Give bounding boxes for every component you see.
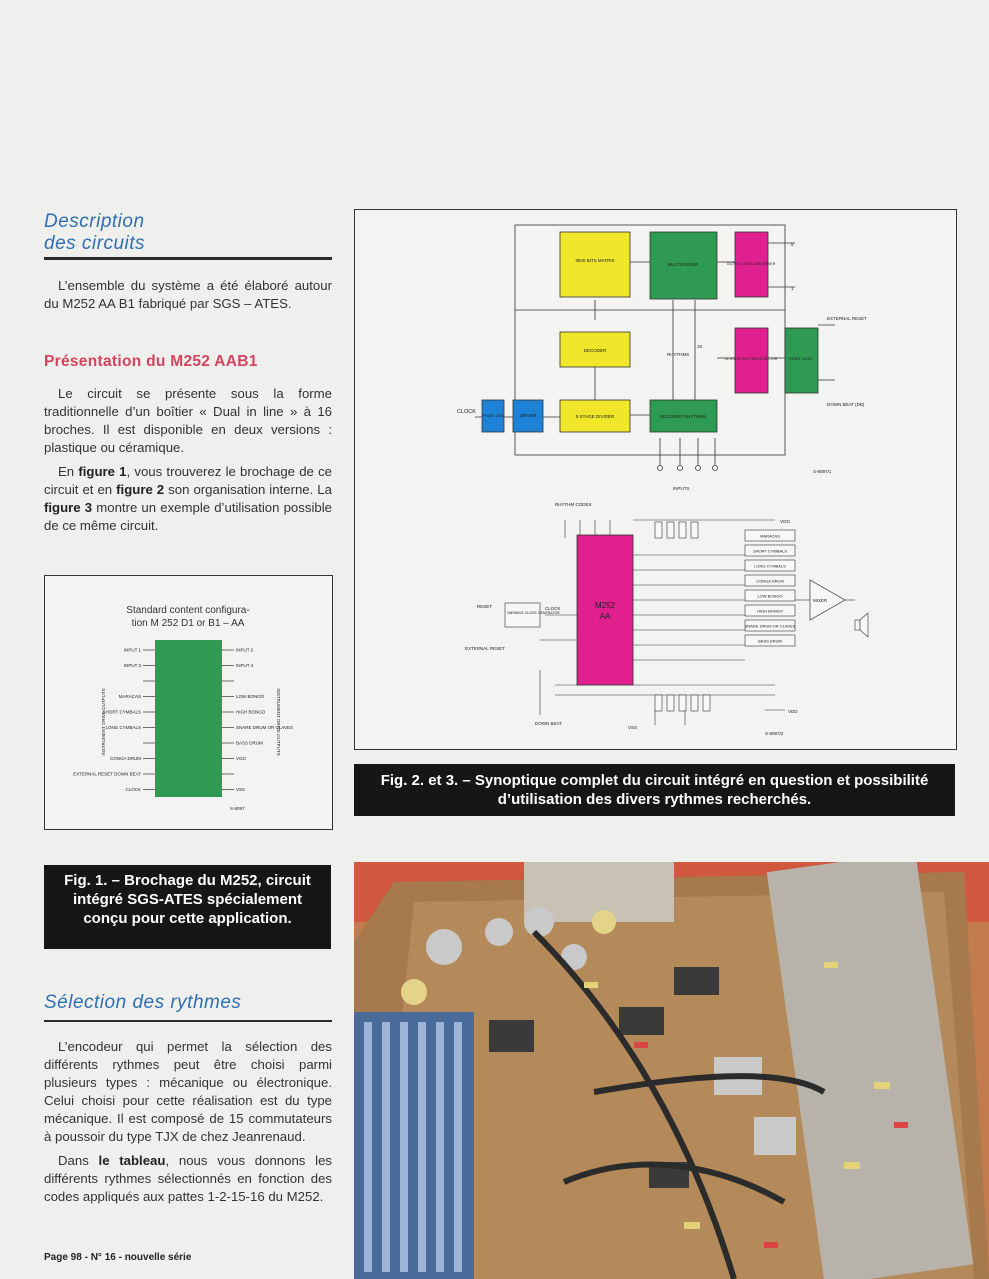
- fig1-code: S-8097: [230, 806, 245, 811]
- title-line-2: des circuits: [44, 233, 146, 254]
- fig1-left-pin-label: LONG CYMBALS: [105, 725, 141, 730]
- section-title-rythmes: Sélection des rythmes: [44, 992, 242, 1013]
- inputs-label: INPUTS: [673, 486, 690, 491]
- clock-label: CLOCK: [457, 409, 476, 415]
- fig3-clock-label: CLOCK: [545, 606, 561, 611]
- fig2-block-diagram: [355, 210, 956, 749]
- fig1-caption-text: Fig. 1. – Brochage du M252, circuit intégré SGS-ATES spécialement conçu pour cette application.: [64, 872, 311, 927]
- fig1-right-pin-label: VSS: [236, 787, 246, 792]
- fig1-left-pin-label: SHORT CYMBALS: [102, 709, 141, 715]
- fig23-caption-text: Fig. 2. et 3. – Synoptique complet du circuit intégré en question et possibilité d’utilisation des divers rythmes recherchés.: [380, 772, 929, 808]
- m252-chip-fig3: [577, 535, 633, 685]
- block-decoder-label: DECODER: [583, 348, 607, 353]
- block-decoder-rhythms-label: DECODER RHYTHMS: [659, 414, 707, 419]
- fig1-left-pin-label: MARACAS: [118, 694, 141, 699]
- fig3-code: S-8097/2: [765, 731, 784, 736]
- fig1-caption: [44, 865, 331, 949]
- reset-label: RESET: [477, 604, 493, 609]
- circuit-board-illustration: [354, 862, 989, 1279]
- fig1-title-line2: tion M 252 D1 or B1 – AA: [131, 618, 245, 629]
- instrument-label: SHORT CYMBALS: [752, 548, 788, 554]
- vco-label: VARIABLE CLOCK GENERATOR: [507, 611, 560, 615]
- rythmes-para-1: L’encodeur qui permet la sélection des différents rythmes peut être choisi parmi plusieurs types : mécanique ou électronique. Celui choisi pour cette réalisation est du type mécanique. Il est composé de 15 commutateurs à poussoir du type TJX de chez Jeanrenaud.: [44, 1039, 332, 1144]
- num-8-label: 8: [791, 242, 794, 247]
- fig1-right-pin-label: VGG: [236, 756, 247, 761]
- m252-chip-body: [155, 640, 222, 797]
- fig1-left-pin-label: CLOCK: [125, 787, 141, 792]
- fig1-pinout-box: [44, 575, 333, 830]
- page-footer: Page 98 - N° 16 - nouvelle série: [44, 1252, 192, 1263]
- instrument-label: CONGA DRUM: [756, 578, 784, 584]
- fig1-left-pin-label: EXTERNAL RESET DOWN BEAT: [73, 771, 141, 777]
- fig1-right-pin-label: LOW BONGO: [236, 694, 265, 699]
- block-driver-label: DRIVER: [519, 413, 537, 418]
- fig1-title-line1: Standard content configura-: [126, 605, 250, 616]
- variable-clock-generator: [505, 603, 540, 627]
- block-reset-label: RESET LOGIC: [789, 357, 813, 361]
- fig1-right-pin-label: BASS DRUM: [236, 740, 263, 746]
- fig23-diagram-box: [354, 209, 957, 750]
- rhythm-codes-label: RHYTHM CODES: [555, 502, 592, 507]
- block-mux-label: MULTIPLEXER: [667, 262, 699, 267]
- speaker-icon: [855, 620, 860, 630]
- instrument-label: BASS DRUM: [758, 638, 782, 644]
- fig1-right-pin-label: SNARE DRUM OR CLAVES: [236, 725, 293, 730]
- fig3-chip-line2: AA: [599, 612, 611, 621]
- fig3-vdd-label: VDD: [788, 709, 798, 714]
- block-output-label: OUTPUT LOGIC AND DRIVER: [726, 262, 776, 266]
- section2-rule: [44, 1020, 332, 1022]
- rythmes-text: [44, 1038, 332, 1212]
- fig1-left-pin-label: CONGA DRUM: [109, 756, 141, 761]
- subsection-title: Présentation du M252 AAB1: [44, 353, 258, 370]
- instrument-label: LOW BONGO: [757, 593, 783, 599]
- presentation-para-1: Le circuit se présente sous la forme traditionnelle d’un boîtier « Dual in line » à 16 broches. Il est disponible en deux versions : plastique ou céramique.: [44, 386, 332, 455]
- mixer-label: MIXER: [813, 598, 828, 603]
- rhythms-label: RHYTHMS: [667, 352, 690, 357]
- fig3-vss-label: VSS: [628, 725, 638, 730]
- block-phase-label: PHASE GEN: [482, 414, 504, 418]
- fig3-down-beat-label: DOWN BEAT: [535, 721, 562, 726]
- fig3-ext-reset-label: EXTERNAL RESET: [465, 646, 505, 651]
- intro-paragraph: [44, 277, 332, 319]
- external-reset-label: EXTERNAL RESET: [827, 316, 867, 321]
- down-beat-label: DOWN BEAT (DB): [827, 402, 865, 407]
- circuit-board-photo: [354, 862, 989, 1279]
- fig3-chip-line1: M252: [594, 601, 616, 610]
- fig1-pinout-diagram: [45, 576, 332, 829]
- section-rule: [44, 257, 332, 260]
- rythmes-para-2: Dans le tableau, nous vous donnons les différents rythmes sélectionnés en fonction des codes appliqués aux pattes 1-2-15-16 du M252.: [44, 1153, 332, 1204]
- instrument-label: MARACAS: [760, 533, 780, 539]
- block-divider-label: 5 STAGE DIVIDER: [575, 414, 615, 419]
- instrument-label: SNARE DRUM OR CLAVES: [744, 623, 796, 629]
- block-3840-bits: [560, 232, 630, 297]
- block-stage-label: 24 STAGE RHYTHM DETECTOR: [724, 357, 778, 361]
- fig1-left-pin-label: INPUT 3: [123, 663, 141, 668]
- fig1-right-pin-label: INPUT 4: [236, 663, 254, 668]
- presentation-text: [44, 385, 332, 541]
- intro-text: L’ensemble du système a été élaboré autour du M252 AA B1 fabriqué par SGS – ATES.: [44, 278, 332, 311]
- num-1-label: 1: [791, 286, 794, 291]
- fig1-right-pin-label: HIGH BONGO: [236, 709, 266, 715]
- title-line-1: Description: [44, 211, 145, 232]
- num-15-label: 15: [697, 344, 703, 349]
- vgg-label: VGG: [780, 519, 791, 524]
- right-group-label: INSTRUMENT DRIVE OUTPUTS: [276, 688, 281, 756]
- fig23-caption: [354, 764, 955, 816]
- instrument-label: HIGH BONGO: [756, 608, 784, 614]
- fig1-right-pin-label: INPUT 2: [236, 647, 254, 653]
- fig2-code: S-8097/1: [813, 469, 832, 474]
- presentation-para-2: En figure 1, vous trouverez le brochage de ce circuit et en figure 2 son organisation interne. La figure 3 montre un exemple d’utilisation possible de ce même circuit.: [44, 464, 333, 533]
- section-title-description: [44, 211, 145, 255]
- fig1-left-pin-label: INPUT 1: [123, 647, 141, 653]
- block-bits-label: 3840 BITS MATRIX: [575, 258, 615, 263]
- instrument-label: LONG CYMBALS: [754, 563, 786, 569]
- left-group-label: INSTRUMENT DRIVE OUTPUTS: [101, 688, 106, 756]
